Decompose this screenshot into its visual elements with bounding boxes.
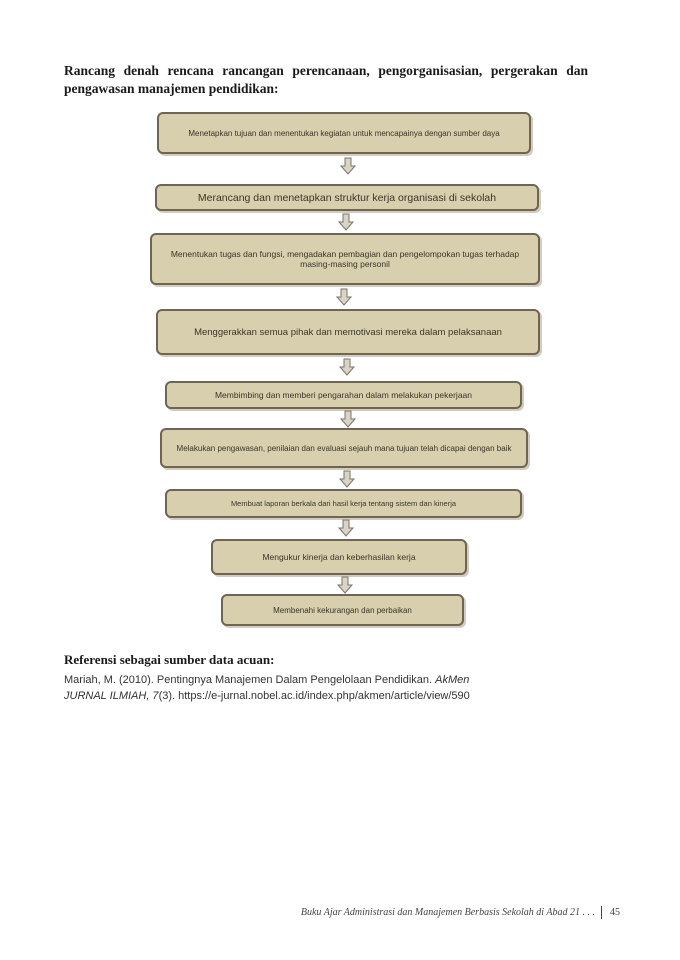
flow-step-8-label: Mengukur kinerja dan keberhasilan kerja bbox=[262, 552, 416, 562]
reference-citation: Mariah, M. (2010). Pentingnya Manajemen Dalam Pengelolaan Pendidikan. bbox=[64, 674, 433, 686]
flow-step-5 bbox=[165, 381, 522, 409]
flow-step-5-label: Membimbing dan memberi pengarahan dalam melakukan pekerjaan bbox=[214, 390, 473, 400]
flow-step-4 bbox=[156, 309, 540, 355]
reference-journal-volume: JURNAL ILMIAH, 7 bbox=[64, 690, 159, 702]
arrow-down-icon bbox=[337, 519, 355, 537]
arrow-down-icon bbox=[338, 358, 356, 376]
reference-journal-name: AkMen bbox=[435, 674, 470, 686]
flow-step-4-label: Menggerakkan semua pihak dan memotivasi mereka dalam pelaksanaan bbox=[194, 326, 502, 338]
arrow-down-icon bbox=[338, 470, 356, 488]
arrow-down-icon bbox=[335, 288, 353, 306]
flow-step-6 bbox=[160, 428, 528, 468]
flow-step-7-label: Membuat laporan berkala dari hasil kerja tentang sistem dan kinerja bbox=[230, 499, 457, 508]
flow-step-9 bbox=[221, 594, 464, 626]
footer-book-title: Buku Ajar Administrasi dan Manajemen Berbasis Sekolah di Abad 21 . . . bbox=[300, 906, 595, 918]
flow-step-1 bbox=[157, 112, 531, 154]
reference-title: Referensi sebagai sumber data acuan: bbox=[64, 652, 275, 667]
page-footer bbox=[180, 906, 620, 919]
flow-step-2-label: Merancang dan menetapkan struktur kerja organisasi di sekolah bbox=[197, 191, 497, 204]
flow-step-6-label: Melakukan pengawasan, penilaian dan evaluasi sejauh mana tujuan telah dicapai dengan baik bbox=[176, 443, 512, 453]
page-number: 45 bbox=[610, 906, 620, 918]
reference-issue-url: (3). https://e-jurnal.nobel.ac.id/index.php/akmen/article/view/590 bbox=[158, 690, 470, 702]
arrow-down-icon bbox=[337, 213, 355, 231]
arrow-down-icon bbox=[339, 157, 357, 175]
flow-step-2 bbox=[155, 184, 539, 211]
footer-divider bbox=[601, 906, 602, 919]
reference-entry bbox=[64, 672, 584, 704]
flow-step-3-label: Menentukan tugas dan fungsi, mengadakan pembagian dan pengelompokan tugas terhadap masing-masing personil bbox=[170, 249, 520, 269]
page-heading: Rancang denah rencana rancangan perencanaan, pengorganisasian, pergerakan dan pengawasan manajemen pendidikan: bbox=[64, 63, 588, 96]
flow-step-8 bbox=[211, 539, 467, 575]
flow-step-7 bbox=[165, 489, 522, 518]
arrow-down-icon bbox=[339, 410, 357, 428]
flow-step-3 bbox=[150, 233, 540, 285]
flow-step-1-label: Menetapkan tujuan dan menentukan kegiatan untuk mencapainya dengan sumber daya bbox=[188, 128, 500, 138]
flow-step-9-label: Membenahi kekurangan dan perbaikan bbox=[273, 605, 412, 615]
arrow-down-icon bbox=[336, 576, 354, 594]
